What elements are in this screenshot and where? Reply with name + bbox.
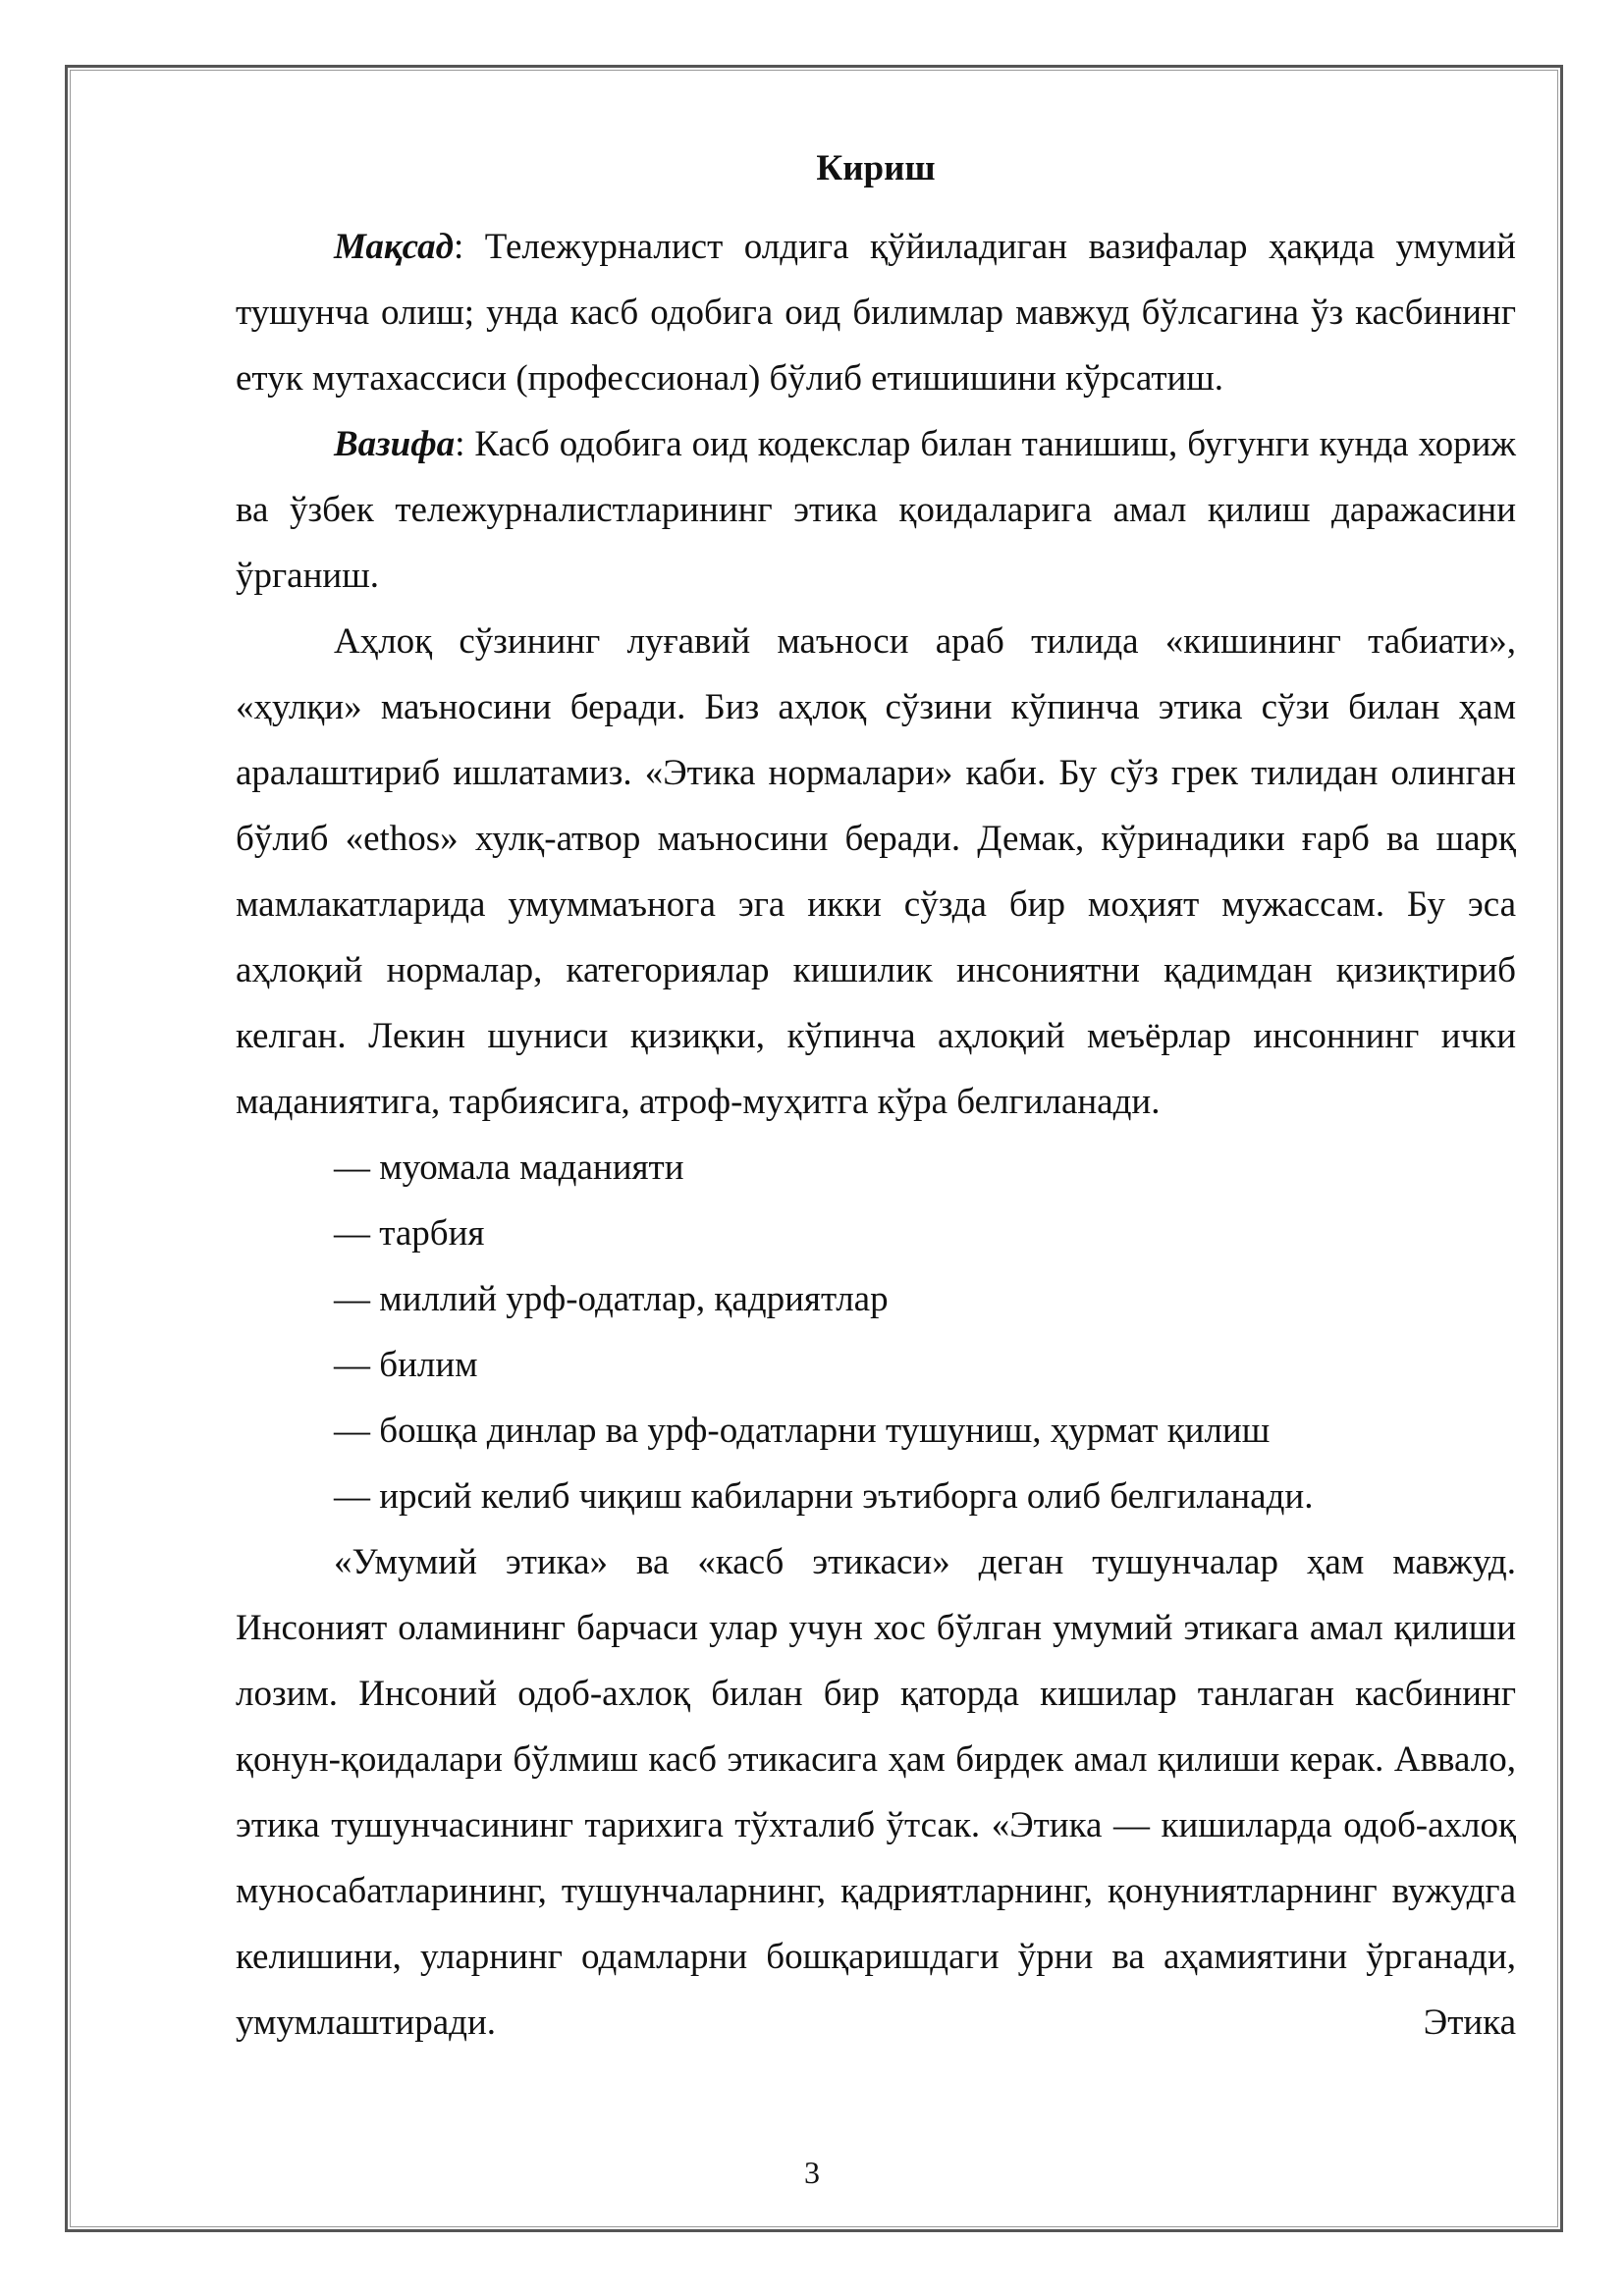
list-item: — билим bbox=[334, 1345, 478, 1386]
goal-text: : Тележурналист олдига қўйиладиган вазифалар ҳақида умумий тушунча олиш; унда касб одобига оид билимлар мавжуд бўлсагина ўз касбининг етук мутахассиси (профессионал) бўлиб етишишини кўрсатиш. bbox=[236, 227, 1516, 400]
list-item: — бошқа динлар ва урф-одатларни тушуниш, ҳурмат қилиш bbox=[334, 1411, 1271, 1452]
ethics-paragraph: Аҳлоқ сўзининг луғавий маъноси араб тилида «кишининг табиати», «ҳулқи» маъносини беради. Биз аҳлоқ сўзини кўпинча этика сўзи билан ҳам аралаштириб ишлатамиз. «Этика нормалари» каби. Бу сўз грек тилидан олинган бўлиб «ethos» хулқ-атвор маъносини беради. Демак, кўринадики ғарб ва шарқ мамлакатларида умуммаънога эга икки сўзда бир моҳият мужассам. Бу эса аҳлоқий нормалар, категориялар кишилик инсониятни қадимдан қизиқтириб келган. Лекин шуниси қизиқки, кўпинча аҳлоқий меъёрлар инсоннинг ички маданиятига, тарбиясига, атроф-муҳитга кўра белгиланади. bbox=[236, 621, 1516, 1123]
goal-label: Мақсад bbox=[334, 227, 454, 268]
list-item: — тарбия bbox=[334, 1213, 485, 1255]
page-number: 3 bbox=[804, 2155, 820, 2190]
factor-list bbox=[236, 1135, 1516, 1529]
page-title: Кириш bbox=[816, 148, 936, 188]
document-body bbox=[236, 147, 1516, 2056]
task-label: Вазифа bbox=[334, 424, 456, 465]
list-item: — муомала маданияти bbox=[334, 1148, 684, 1189]
goal-paragraph bbox=[236, 214, 1516, 411]
task-paragraph bbox=[236, 411, 1516, 609]
task-text: : Касб одобига оид кодекслар билан танишиш, бугунги кунда хориж ва ўзбек тележурналистларининг этика қоидаларига амал қилиш даражасини ўрганиш. bbox=[236, 424, 1516, 597]
list-item: — миллий урф-одатлар, қадриятлар bbox=[334, 1279, 889, 1320]
professional-ethics-paragraph: «Умумий этика» ва «касб этикаси» деган тушунчалар ҳам мавжуд. Инсоният оламининг барчаси улар учун хос бўлган умумий этикага амал қилиши лозим. Инсоний одоб-ахлоқ билан бир қаторда кишилар танлаган касбининг қонун-қоидалари бўлмиш касб этикасига ҳам бирдек амал қилиши керак. Аввало, этика тушунчасининг тарихига тўхталиб ўтсак. «Этика — кишиларда одоб-ахлоқ муносабатларининг, тушунчаларнинг, қадриятларнинг, қонуниятларнинг вужудга келишини, уларнинг одамларни бошқаришдаги ўрни ва аҳамиятини ўрганади, умумлаштиради. Этика bbox=[236, 1542, 1516, 2044]
list-item: — ирсий келиб чиқиш кабиларни эътиборга олиб белгиланади. bbox=[334, 1476, 1314, 1518]
